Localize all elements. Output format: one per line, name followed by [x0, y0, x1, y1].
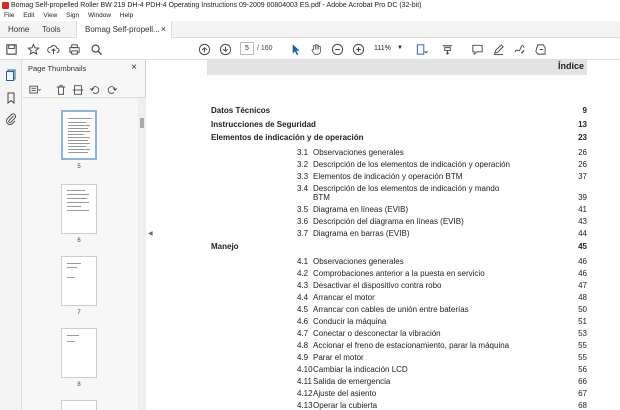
toc-page-number: 13: [578, 119, 587, 129]
toc-page-number: 67: [578, 388, 587, 398]
toc-section-title: Salida de emergencia: [313, 376, 391, 386]
toc-section-number: 3.1: [297, 148, 309, 157]
options-menu-icon[interactable]: [28, 83, 40, 95]
toc-section-number: 3.7: [297, 229, 309, 238]
scrollbar-thumb[interactable]: [140, 118, 144, 128]
title-bar: [0, 0, 620, 11]
zoom-value: 111%: [374, 45, 391, 52]
toc-section-number: 4.12: [297, 388, 313, 398]
toc-section-title: Descripción de los elementos de indicación y operación: [313, 160, 510, 169]
thumbnail-page-number: 8: [77, 382, 81, 388]
toc-section-title-continued: BTM: [313, 193, 330, 202]
collapse-panel-icon[interactable]: ◀: [148, 231, 153, 237]
page-thumbnail[interactable]: [61, 328, 97, 378]
hand-tool-icon[interactable]: [308, 41, 324, 57]
zoom-in-icon[interactable]: [350, 41, 366, 57]
page-total: / 160: [257, 45, 273, 52]
toc-page-number: 56: [578, 364, 587, 374]
toc-page-number: 39: [578, 193, 587, 202]
toc-section-title: Descripción del diagrama en líneas (EVIB): [313, 217, 464, 226]
toc-section-number: 4.13: [297, 400, 313, 410]
left-navigation-rail: [0, 60, 22, 410]
toc-section-number: 3.2: [297, 160, 309, 169]
previous-page-icon[interactable]: [196, 41, 212, 57]
menu-file[interactable]: File: [4, 12, 15, 19]
page-thumbnail[interactable]: [61, 110, 97, 160]
toc-page-number: 55: [578, 352, 587, 362]
toc-section-title: Parar el motor: [313, 352, 364, 362]
menu-window[interactable]: Window: [87, 12, 112, 19]
toc-page-number: 53: [578, 328, 587, 338]
next-page-icon[interactable]: [217, 41, 233, 57]
toc-section-number: 4.8: [297, 340, 309, 350]
page-thumbnail[interactable]: [61, 400, 97, 410]
menu-edit[interactable]: Edit: [23, 12, 35, 19]
scroll-mode-icon[interactable]: [439, 41, 455, 57]
document-view: [156, 60, 620, 410]
rotate-left-icon[interactable]: [89, 83, 101, 95]
toc-page-number: 9: [582, 106, 587, 115]
toc-section-title: Accionar el freno de estacionamiento, parar la máquina: [313, 340, 510, 350]
main-toolbar: [0, 38, 620, 60]
tab-home[interactable]: Home: [8, 25, 30, 34]
print-icon[interactable]: [66, 41, 82, 57]
toc-chapter-title: Datos Técnicos: [211, 106, 271, 115]
menu-sign[interactable]: Sign: [66, 12, 80, 19]
toc-page-number: 51: [578, 316, 587, 326]
page-thumbnails-panel: [22, 60, 146, 410]
tab-document-label: Bomag Self-propell...: [85, 25, 160, 34]
toc-section-title: Operar la cubierta: [313, 400, 378, 410]
insert-page-icon[interactable]: [72, 83, 84, 95]
toc-section-title: Cambiar la indicación LCD: [313, 364, 408, 374]
chevron-down-icon: ▼: [397, 45, 403, 51]
toc-section-number: 3.3: [297, 172, 309, 181]
thumbnail-page-number: 5: [77, 164, 81, 170]
tab-bar: [0, 21, 620, 38]
toc-section-number: 4.2: [297, 268, 309, 278]
toc-section-number: 4.4: [297, 292, 309, 302]
fill-sign-icon[interactable]: [532, 41, 548, 57]
toc-page-number: 46: [578, 256, 587, 266]
toc-page-number: 50: [578, 304, 587, 314]
upload-cloud-icon[interactable]: [45, 41, 61, 57]
toc-page-number: 37: [578, 172, 587, 181]
toc-chapter-title: Elementos de indicación y de operación: [211, 133, 364, 142]
draw-icon[interactable]: [511, 41, 527, 57]
toc-page-number: 55: [578, 340, 587, 350]
toc-page-number: 66: [578, 376, 587, 386]
page-number-input[interactable]: 5: [240, 42, 254, 55]
toc-section-number: 3.6: [297, 217, 309, 226]
toc-section-number: 4.7: [297, 328, 309, 338]
save-icon[interactable]: [3, 41, 19, 57]
toc-page-number: 43: [578, 217, 587, 226]
toc-section-number: 3.5: [297, 205, 309, 214]
toc-page-number: 68: [578, 400, 587, 410]
toc-page-number: 46: [578, 268, 587, 278]
thumbnail-scrollbar[interactable]: [138, 98, 146, 410]
toc-section-title: Desactivar el dispositivo contra robo: [313, 280, 442, 290]
toc-section-title: Diagrama en líneas (EVIB): [313, 205, 409, 214]
toc-page-number: 45: [578, 241, 587, 251]
toc-chapter-title: Instrucciones de Seguridad: [211, 119, 316, 129]
toc-section-title: Diagrama en barras (EVIB): [313, 229, 410, 238]
select-cursor-icon[interactable]: [287, 41, 303, 57]
rotate-right-icon[interactable]: [106, 83, 118, 95]
toc-section-number: 4.11: [297, 376, 312, 386]
bookmark-icon[interactable]: [4, 91, 18, 105]
toc-section-number: 4.5: [297, 304, 309, 314]
page-thumbnail[interactable]: [61, 184, 97, 234]
toc-section-title: Conducir la máquina: [313, 316, 387, 326]
toc-section-title: Descripción de los elementos de indicación y mando: [313, 184, 500, 193]
thumbnail-page-number: 6: [77, 238, 81, 244]
toc-section-title: Observaciones generales: [313, 148, 404, 157]
highlight-pen-icon[interactable]: [490, 41, 506, 57]
toc-section-title: Ajuste del asiento: [313, 388, 377, 398]
toc-section-title: Observaciones generales: [313, 256, 404, 266]
toc-page-number: 48: [578, 292, 587, 302]
comment-icon[interactable]: [469, 41, 485, 57]
toc-section-number: 4.9: [297, 352, 309, 362]
window-title: Bomag Self-propelled Roller BW 219 DH-4 PDH-4 Operating Instructions 09-2009 00804003 ES.pdf - Adobe Acrobat Pro DC (32-bit): [11, 2, 422, 9]
panel-toolbar: [22, 80, 146, 98]
zoom-dropdown[interactable]: [370, 42, 406, 55]
toc-section-number: 3.4: [297, 184, 309, 193]
menu-help[interactable]: Help: [119, 12, 134, 19]
toc-section-title: Conectar o desconectar la vibración: [313, 328, 441, 338]
toc-section-title: Comprobaciones anterior a la puesta en servicio: [313, 268, 485, 278]
delete-page-icon[interactable]: [55, 83, 67, 95]
toc-section-title: Elementos de indicación y operación BTM: [313, 172, 463, 181]
toc-section-number: 4.6: [297, 316, 309, 326]
toc-page-number: 47: [578, 280, 587, 290]
toc-section-number: 4.10: [297, 364, 313, 374]
thumbnail-page-number: 7: [77, 310, 81, 316]
page-thumbnail[interactable]: [61, 256, 97, 306]
toc-chapter-title: Manejo: [211, 241, 239, 251]
toc-page-number: 41: [578, 205, 587, 214]
toc-page-number: 26: [578, 160, 587, 169]
star-icon[interactable]: [25, 41, 41, 57]
toc-section-title: Arrancar con cables de unión entre baterías: [313, 304, 469, 314]
tab-tools[interactable]: Tools: [42, 25, 61, 34]
toc-section-title: Arrancar el motor: [313, 292, 375, 302]
tab-document[interactable]: [76, 21, 172, 39]
thumbnail-list: [22, 98, 138, 410]
tab-close-icon[interactable]: ×: [160, 24, 166, 34]
search-icon[interactable]: [88, 41, 104, 57]
acrobat-app-icon: [2, 2, 9, 9]
menu-view[interactable]: View: [43, 12, 58, 19]
index-heading: Índice: [557, 61, 584, 71]
toc-section-number: 4.1: [297, 256, 309, 266]
page-header-band: [207, 60, 587, 75]
page-fit-icon[interactable]: [413, 41, 429, 57]
attachment-icon[interactable]: [4, 112, 18, 126]
toc-section-number: 4.3: [297, 280, 309, 290]
toc-page-number: 26: [578, 148, 587, 157]
zoom-out-icon[interactable]: [329, 41, 345, 57]
panel-title: Page Thumbnails: [28, 64, 87, 73]
panel-close-icon[interactable]: ×: [131, 62, 137, 73]
toc-page-number: 44: [578, 229, 587, 238]
toc-page-number: 23: [578, 133, 587, 142]
page-thumbnails-icon[interactable]: [4, 68, 18, 82]
menu-bar: [0, 11, 620, 21]
